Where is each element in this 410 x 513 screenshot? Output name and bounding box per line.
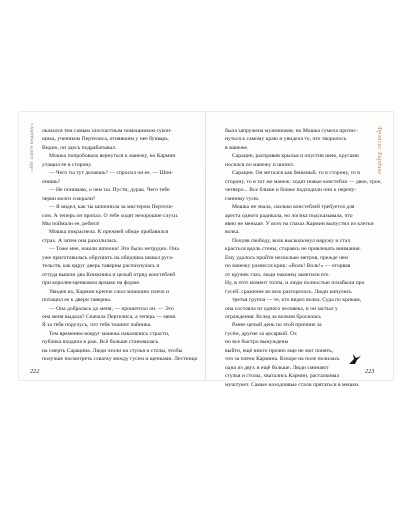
text-line: оттуда вышли два Книжника и целый отряд констеблей	[42, 271, 176, 278]
text-line: она меня выдала? Сначала Пертелиса, а теперь — меня.	[42, 313, 177, 320]
text-line: нуться к самому краю и увидела то, что творилось	[225, 136, 347, 143]
text-line: Ранее целый день по этой причине за	[232, 322, 322, 329]
text-line: третья группа — те, кто видел волка. Суда по крикам,	[232, 297, 362, 304]
text-line: одна из двух и ещё больше. Люди сминают	[225, 364, 329, 371]
text-line: муштукет. Самые находчивые стали прятаться в мешки.	[225, 381, 360, 388]
text-line: онишь?	[42, 178, 61, 185]
text-line: выйти, ещё никто прочно еще не мог понять,	[225, 347, 334, 354]
text-line: Мошка попробовала вернуться к манежу, но Кармин	[49, 153, 176, 160]
text-line: в манеже.	[225, 144, 249, 151]
text-line: но все быстро вынуждены	[225, 339, 289, 346]
text-line: гусём, другие за цесаркой. Ох	[225, 330, 297, 337]
text-line: от кружек глаз, люди наконец заметили его.	[225, 271, 330, 278]
text-line: ограждения. Вслед за волком бросилась	[225, 313, 321, 320]
text-line: Мошка не знала, сколько констеблей требуется для	[232, 204, 355, 211]
text-line: утащил ее в сторону.	[42, 161, 92, 168]
text-line: страх. А затем она разозлилась.	[42, 237, 118, 244]
text-line: явно не меньше. У всех на глазах Кармин выпустил из клетки	[225, 220, 374, 227]
text-line: красться вдоль стены, стараясь не привлекать внимания.	[225, 246, 361, 253]
flying-bird-logo-icon	[348, 353, 362, 365]
text-line: Ему удалось пройти несколько метров, прежде чем	[225, 254, 348, 261]
text-line: при королев-щенковом ярлыке на форме.	[42, 280, 141, 287]
text-line: — Она добралась до меня, — прошептал он. — Это	[49, 305, 174, 312]
text-line: Увидев их, Кармин крепче сжал мошкино плечо и	[49, 288, 170, 295]
text-line: Почуяв свободу, волк выскользнул наружу и стал	[232, 237, 351, 244]
left-page-text	[42, 127, 198, 364]
text-line: потащил ее к двери таверны.	[42, 297, 112, 304]
text-line: оказался тем самым злосчастным помощником сукон-	[42, 128, 172, 134]
left-page-body	[42, 127, 198, 364]
text-line: гусей: сражение во всю разгорелось. Люди кинулись	[225, 288, 352, 295]
text-line: носился по манежу и шипел.	[225, 161, 295, 168]
text-line: — Чего ты тут делаешь? — спросил он ее. — Шпи-	[49, 170, 174, 177]
text-line: — Тоже мне, нашли шпиона! Это было нетрудно. Она	[49, 246, 179, 253]
text-line: сом. А теперь он пропал. О тебе ходят нехорошие слухи.	[42, 212, 179, 219]
text-line: — Я видел, как ты шпионила за мистером Пертели-	[49, 204, 174, 211]
text-line: ганному гусю.	[225, 195, 260, 202]
text-line: по манежу разнесся крик: «Волк! Волк!» — оторвав	[225, 263, 351, 270]
page-number-left: 222	[30, 368, 40, 375]
page-number-right: 223	[365, 368, 375, 375]
text-line: была запружена мужчинами, но Мошка сумела протис-	[225, 128, 358, 134]
text-line: она состояла из одного человека, и он застыл у	[225, 305, 338, 312]
running-head-right: Фрэнсис Хардинг	[376, 126, 382, 175]
text-line: Сарацин. Он метался как бешеный, то в сторону, то в	[232, 170, 360, 177]
text-line: — Не понимаю, о чем ты. Пусти, дурак. Чего тебе	[49, 187, 170, 194]
text-line: Сарацин, расправив крылья и опустив шею, кругами	[232, 153, 359, 160]
text-line: получше посмотреть схватку между гусем и щенками. Лестница	[42, 356, 198, 363]
text-line: стулья и столы, хватались Кармин, расталкивал	[225, 373, 340, 380]
text-line: черви мозги сожрали?	[42, 195, 96, 202]
text-line: Ну, в этот момент толпа, и люди полностью позабыли про	[225, 280, 365, 287]
text-line: тельств, как вдруг дверь таверны распахнулась и	[42, 263, 160, 270]
text-line: на смерть Сарацина. Люди лезли на стулья и столы, чтобы	[42, 347, 183, 354]
text-line: публика входила в раж. Всё больше становилась	[42, 339, 159, 346]
text-line: ареста одного радикала, но логика подсказывала, что	[225, 212, 353, 219]
text-line: волка.	[225, 229, 240, 236]
text-line: Тем временем вокруг манежа накалялись страсти,	[49, 330, 170, 337]
text-line: Видно, он здесь подрабатывал.	[42, 144, 117, 151]
book-gutter	[205, 112, 206, 380]
text-line: уже приготовилась обрушить на обидчика шквал руга-	[42, 254, 174, 261]
text-line: что за плечи Кармина. Вскоре на поле полилась	[225, 356, 340, 363]
running-head-left: «Не злите ведьму»	[29, 122, 35, 171]
text-line: четверо... Все ближе и ближе подходили они к перепу-	[225, 187, 357, 194]
text-line: Я за тебя поручусь, что тебя тошнит чайника.	[42, 322, 152, 329]
text-line: сторону, то в тот же манеж: ходят новые констебли — двое, трое,	[225, 178, 382, 185]
text-line: Мы поймали ее, ребята!	[42, 220, 100, 227]
text-line: щика, учеником Пертелиса, отнявшим у нее букварь.	[42, 136, 170, 143]
text-line: Мошка покраснела. К прежней обиде прибавился	[49, 229, 169, 236]
